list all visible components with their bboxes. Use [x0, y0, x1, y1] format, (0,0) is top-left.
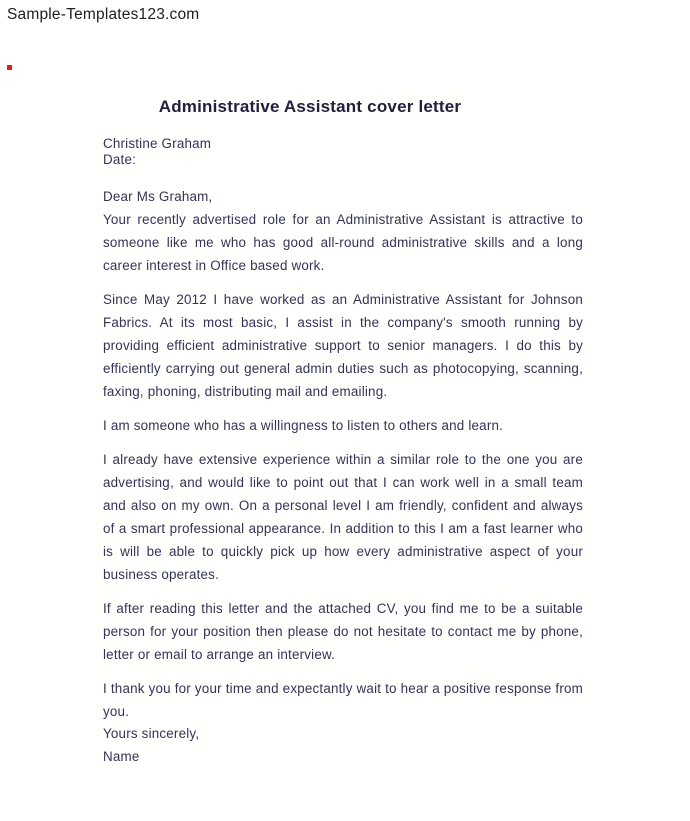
body-paragraph: I already have extensive experience within a similar role to the one you are advertising, and would like to point out that I can work well in a small team and also on my own. On a personal level I am friendly, confident and always of a smart professional appearance. In addition to this I am a fast learner who is will be able to quickly pick up how every administrative aspect of your business operates.	[103, 452, 583, 582]
letter-title: Administrative Assistant cover letter	[158, 97, 462, 116]
body-paragraph: I am someone who has a willingness to listen to others and learn.	[103, 418, 504, 433]
accent-dot	[7, 65, 12, 70]
date-line: Date:	[103, 151, 137, 167]
body-paragraph: Your recently advertised role for an Administrative Assistant is attractive to someone like me who has good all-round administrative skills and a long career interest in Office based work.	[103, 212, 583, 273]
sender-block	[103, 136, 583, 167]
closing-line: Yours sincerely,	[103, 726, 200, 741]
site-header: Sample-Templates123.com	[7, 6, 200, 23]
body-paragraph: I thank you for your time and expectantly wait to hear a positive response from you.	[103, 681, 583, 719]
body-paragraph: If after reading this letter and the attached CV, you find me to be a suitable person for your position then please do not hesitate to contact me by phone, letter or email to arrange an interview.	[103, 601, 583, 662]
signature-name: Name	[103, 748, 140, 764]
cover-letter	[103, 95, 583, 768]
sender-name: Christine Graham	[103, 136, 212, 151]
body-paragraph: Since May 2012 I have worked as an Administrative Assistant for Johnson Fabrics. At its most basic, I assist in the company's smooth running by providing efficient administrative support to senior managers. I do this by efficiently carrying out general admin duties such as photocopying, scanning, faxing, phoning, distributing mail and emailing.	[103, 292, 583, 399]
salutation: Dear Ms Graham,	[103, 189, 213, 204]
